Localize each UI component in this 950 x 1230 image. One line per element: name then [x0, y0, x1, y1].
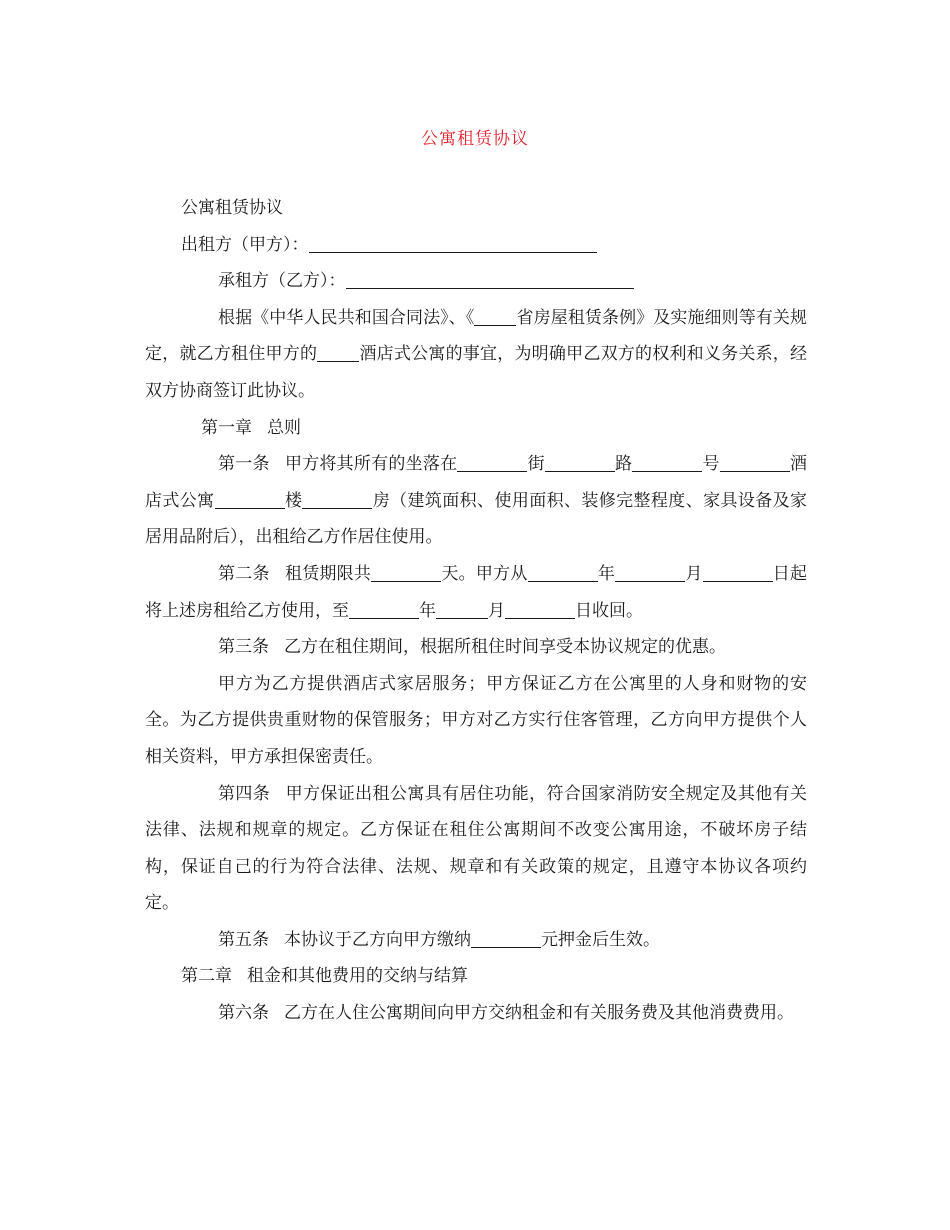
document-body [145, 190, 807, 1032]
lessee-label: 承租方（乙方）： [218, 271, 346, 292]
lessee-line [145, 263, 807, 300]
article-4: 第四条 甲方保证出租公寓具有居住功能，符合国家消防安全规定及其他有关法律、法规和规章的规定。乙方保证在租住公寓期间不改变公寓用途，不破坏房子结构，保证自己的行为符合法律、法规、规章和有关政策的规定，且遵守本协议各项约定。 [145, 783, 808, 914]
document-title: 公寓租赁协议 [421, 129, 529, 149]
article-2: 第二条 租赁期限共 天。甲方从 年 月 日起将上述房租给乙方使用，至 年 月 日收回。 [145, 563, 808, 621]
start-day-blank [703, 565, 773, 582]
end-day-blank [505, 602, 575, 619]
room-blank [302, 492, 372, 509]
start-year-blank [528, 565, 598, 582]
start-month-blank [615, 565, 685, 582]
street-blank [457, 455, 527, 472]
intro-paragraph: 根据《中华人民共和国合同法》、《 省房屋租赁条例》及实施细则等有关规定，就乙方租住甲方的 酒店式公寓的事宜，为明确甲乙双方的权利和义务关系，经双方协商签订此协议。 [145, 307, 808, 401]
chapter-2-heading: 第二章 租金和其他费用的交纳与结算 [181, 966, 468, 987]
apartment-name-blank [317, 345, 359, 362]
lessee-blank [346, 272, 634, 289]
building-blank [215, 492, 285, 509]
article-3: 第三条 乙方在租住期间，根据所租住时间享受本协议规定的优惠。 [218, 637, 726, 658]
agreement-heading: 公寓租赁协议 [181, 198, 283, 218]
lessor-label: 出租方（甲方）： [181, 234, 309, 255]
road-blank [545, 455, 615, 472]
article-6: 第六条 乙方在人住公寓期间向甲方交纳租金和有关服务费及其他消费费用。 [218, 1003, 794, 1024]
end-year-blank [349, 602, 419, 619]
days-blank [371, 565, 441, 582]
deposit-blank [471, 931, 541, 948]
article-1: 第一条 甲方将其所有的坐落在 街 路 号 酒店式公寓 楼 房（建筑面积、使用面积、装修完整程度、家具设备及家居用品附后），出租给乙方作居住使用。 [145, 454, 808, 548]
article-3-paragraph-2: 甲方为乙方提供酒店式家居服务；甲方保证乙方在公寓里的人身和财物的安全。为乙方提供贵重财物的保管服务；甲方对乙方实行住客管理，乙方向甲方提供个人相关资料，甲方承担保密责任。 [145, 673, 807, 767]
province-blank [474, 309, 516, 326]
lessor-line [145, 227, 807, 264]
article-5: 第五条 本协议于乙方向甲方缴纳 元押金后生效。 [218, 929, 660, 950]
apartment-blank [720, 455, 790, 472]
lessor-blank [309, 236, 597, 253]
chapter-1-heading: 第一章 总则 [201, 417, 301, 438]
number-blank [632, 455, 702, 472]
end-month-blank [436, 602, 488, 619]
